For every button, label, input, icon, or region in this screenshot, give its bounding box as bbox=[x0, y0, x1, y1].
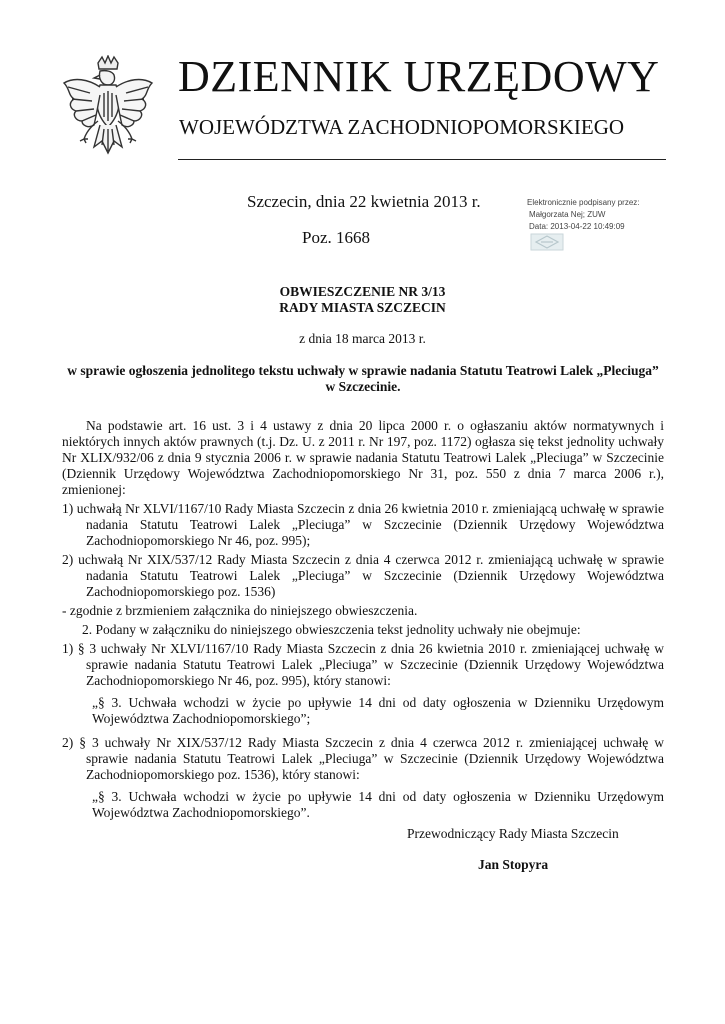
journal-title: DZIENNIK URZĘDOWY bbox=[178, 52, 660, 101]
signature-line-signed-by: Elektronicznie podpisany przez: bbox=[527, 198, 640, 207]
paragraph-2: 2. Podany w załączniku do niniejszego obwieszczenia tekst jednolity uchwały nie obejmuje: bbox=[82, 622, 581, 637]
quote-1: „§ 3. Uchwała wchodzi w życie po upływie 14 dni od daty ogłoszenia w Dzienniku Urzędowym Województwa Zachodniopomorskiego”; bbox=[92, 695, 664, 726]
conformity-note: - zgodnie z brzmieniem załącznika do niniejszego obwieszczenia. bbox=[62, 603, 418, 618]
signature-line-signer: Małgorzata Nej; ZUW bbox=[529, 210, 606, 219]
document-body bbox=[62, 418, 664, 829]
journal-subtitle: WOJEWÓDZTWA ZACHODNIOPOMORSKIEGO bbox=[179, 115, 625, 139]
signature-stamp-icon bbox=[530, 233, 564, 251]
exclusion-2: 2) § 3 uchwały Nr XIX/537/12 Rady Miasta Szczecin z dnia 4 czerwca 2012 r. zmieniającej uchwałę w sprawie nadania Statutu Teatrowi Lalek „Pleciuga” w Szczecinie (Dziennik Urzędowy Województwa Zachodniopomorskiego poz. 1536), który stanowi: bbox=[62, 735, 664, 782]
amendment-2: 2) uchwałą Nr XIX/537/12 Rady Miasta Szczecin z dnia 4 czerwca 2012 r. zmieniającą uchwałę w sprawie nadania Statutu Teatrowi Lalek „Pleciuga” w Szczecinie (Dziennik Urzędowy Województwa Zachodniopomorskiego poz. 1536) bbox=[62, 552, 664, 599]
quote-2: „§ 3. Uchwała wchodzi w życie po upływie 14 dni od daty ogłoszenia w Dzienniku Urzędowym Województwa Zachodniopomorskiego”. bbox=[92, 789, 664, 820]
amendment-1: 1) uchwałą Nr XLVI/1167/10 Rady Miasta Szczecin z dnia 26 kwietnia 2010 r. zmieniającą uchwałę w sprawie nadania Statutu Teatrowi Lalek „Pleciuga” w Szczecinie (Dziennik Urzędowy Województwa Zachodniopomorskiego Nr 46, poz. 995); bbox=[62, 501, 664, 548]
act-date: z dnia 18 marca 2013 r. bbox=[299, 331, 426, 346]
act-subject: w sprawie ogłoszenia jednolitego tekstu uchwały w sprawie nadania Statutu Teatrowi Lalek „Pleciuga” w Szczecinie. bbox=[67, 363, 659, 394]
intro-paragraph: Na podstawie art. 16 ust. 3 i 4 ustawy z dnia 20 lipca 2000 r. o ogłaszaniu aktów normatywnych i niektórych innych aktów prawnych (t.j. Dz. U. z 2011 r. Nr 197, poz. 1172) ogłasza się tekst jednolity uchwały Nr XLIX/932/06 z dnia 9 stycznia 2006 r. w sprawie nadania Statutu Teatrowi Lalek „Pleciuga” w Szczecinie (Dziennik Urzędowy Województwa Zachodniopomorskiego Nr 31, poz. 550 z dnia 7 marca 2006 r.), zmienionej: bbox=[62, 418, 664, 497]
place-date: Szczecin, dnia 22 kwietnia 2013 r. bbox=[247, 192, 481, 211]
electronic-signature bbox=[523, 197, 643, 233]
position-number: Poz. 1668 bbox=[302, 228, 370, 247]
act-title bbox=[0, 284, 725, 316]
polish-eagle-emblem-icon bbox=[60, 55, 156, 165]
signer-role: Przewodniczący Rady Miasta Szczecin bbox=[407, 826, 619, 841]
signature-line-date: Data: 2013-04-22 10:49:09 bbox=[529, 222, 625, 231]
header-divider bbox=[178, 159, 666, 160]
signer-name: Jan Stopyra bbox=[478, 857, 549, 872]
act-title-line-2: RADY MIASTA SZCZECIN bbox=[279, 300, 446, 315]
act-title-line-1: OBWIESZCZENIE NR 3/13 bbox=[279, 284, 446, 299]
exclusion-1: 1) § 3 uchwały Nr XLVI/1167/10 Rady Miasta Szczecin z dnia 26 kwietnia 2010 r. zmieniającej uchwałę w sprawie nadania Statutu Teatrowi Lalek „Pleciuga” w Szczecinie (Dziennik Urzędowy Województwa Zachodniopomorskiego Nr 46, poz. 995), który stanowi: bbox=[62, 641, 664, 688]
